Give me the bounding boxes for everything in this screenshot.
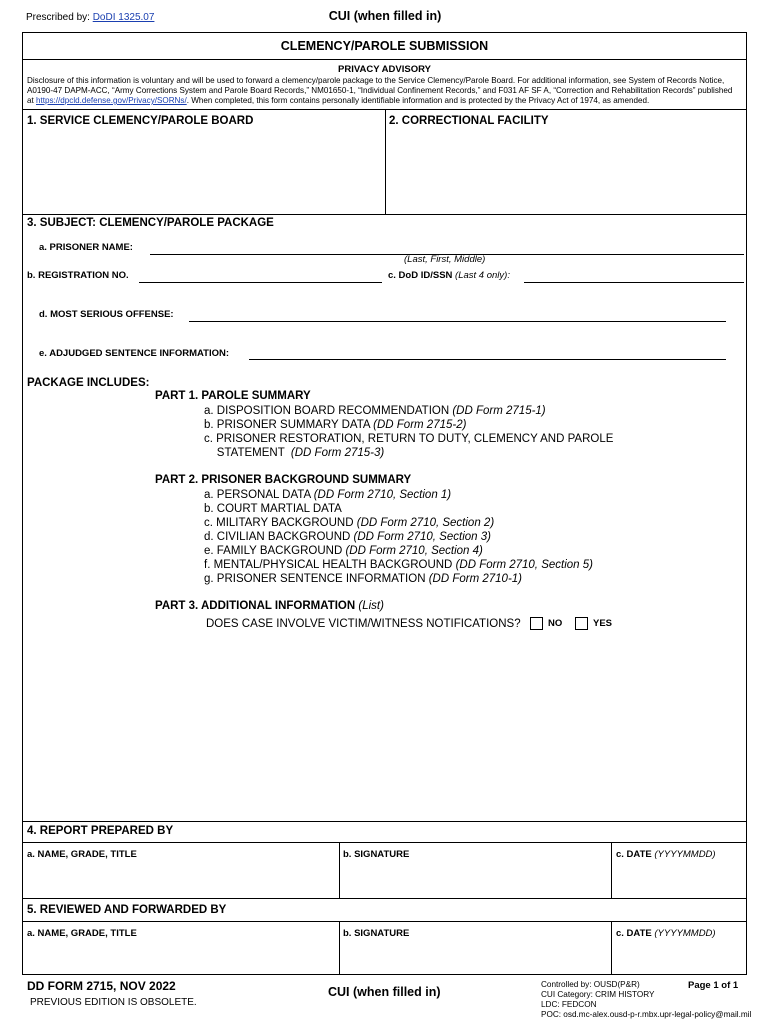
offense-label: d. MOST SERIOUS OFFENSE: <box>39 309 174 320</box>
part-2-item-g: g. PRISONER SENTENCE INFORMATION (DD Form 2710-1) <box>204 573 523 585</box>
privacy-text-line-2: A0190-47 DAPM-ACC, “Army Corrections System and Parole Board Records,” NM01650-1, “Individual Confinement Records,” and F031 AF SF A, “Correction and Rehabilitation Records” published <box>27 86 733 95</box>
dod-id-text: c. DoD ID/SSN <box>388 270 453 281</box>
sorn-link[interactable]: https://dpcld.defense.gov/Privacy/SORNs/ <box>36 96 187 105</box>
page-number: Page 1 of 1 <box>688 980 739 991</box>
s4-signature-field[interactable] <box>342 862 608 896</box>
privacy-line3-prefix: at <box>27 96 36 105</box>
privacy-text-line-3 <box>27 96 649 105</box>
privacy-heading: PRIVACY ADVISORY <box>338 64 431 75</box>
part-2-item-a: a. PERSONAL DATA (DD Form 2710, Section 1) <box>204 489 452 501</box>
s5-date-field[interactable] <box>614 941 744 973</box>
dod-id-field[interactable] <box>524 282 744 283</box>
part-1-title: PART 1. PAROLE SUMMARY <box>155 390 311 402</box>
part-2-item-e: e. FAMILY BACKGROUND (DD Form 2710, Section 4) <box>204 545 483 557</box>
part-2-item-d: d. CIVILIAN BACKGROUND (DD Form 2710, Section 3) <box>204 531 491 543</box>
prisoner-name-label: a. PRISONER NAME: <box>39 242 133 253</box>
obsolete-note: PREVIOUS EDITION IS OBSOLETE. <box>30 997 197 1008</box>
part-1-item-a: a. DISPOSITION BOARD RECOMMENDATION (DD Form 2715-1) <box>204 405 546 417</box>
s4-signature-label: b. SIGNATURE <box>343 849 410 860</box>
cui-banner-top: CUI (when filled in) <box>328 9 442 23</box>
s5-signature-label: b. SIGNATURE <box>343 928 410 939</box>
controlled-by: Controlled by: OUSD(P&R) <box>541 980 640 989</box>
section-3-label: 3. SUBJECT: CLEMENCY/PAROLE PACKAGE <box>27 217 274 229</box>
s4-name-label: a. NAME, GRADE, TITLE <box>27 849 137 860</box>
ldc: LDC: FEDCON <box>541 1000 597 1009</box>
dodi-link[interactable]: DoDI 1325.07 <box>92 12 155 23</box>
section-2-label: 2. CORRECTIONAL FACILITY <box>389 115 549 127</box>
correctional-facility-field[interactable] <box>388 130 744 212</box>
form-title: CLEMENCY/PAROLE SUBMISSION <box>280 39 489 53</box>
victim-witness-question: DOES CASE INVOLVE VICTIM/WITNESS NOTIFICATIONS? <box>206 618 521 630</box>
service-board-field[interactable] <box>24 130 382 212</box>
dod-id-hint: (Last 4 only): <box>455 270 510 281</box>
yes-checkbox[interactable] <box>575 617 588 630</box>
part-2-item-b: b. COURT MARTIAL DATA <box>204 503 342 515</box>
sentence-label: e. ADJUDGED SENTENCE INFORMATION: <box>39 348 230 359</box>
s5-name-label: a. NAME, GRADE, TITLE <box>27 928 137 939</box>
dod-id-label <box>388 270 510 281</box>
no-label: NO <box>548 618 563 629</box>
s5-signature-field[interactable] <box>342 941 608 973</box>
part-2-items <box>204 488 593 586</box>
part-3-title: PART 3. ADDITIONAL INFORMATION (List) <box>155 600 384 612</box>
cui-category: CUI Category: CRIM HISTORY <box>541 990 655 999</box>
form-id: DD FORM 2715, NOV 2022 <box>27 979 176 993</box>
yes-label: YES <box>593 618 613 629</box>
no-checkbox[interactable] <box>530 617 543 630</box>
part-1-item-c: c. PRISONER RESTORATION, RETURN TO DUTY, CLEMENCY AND PAROLE <box>204 433 614 445</box>
privacy-line3-suffix: . When completed, this form contains personally identifiable information and is protected by the Privacy Act of 1974, as amended. <box>186 96 650 105</box>
part-2-title: PART 2. PRISONER BACKGROUND SUMMARY <box>155 474 412 486</box>
package-heading: PACKAGE INCLUDES: <box>27 377 150 389</box>
part-1-items <box>204 404 613 460</box>
part-1-item-c-cont: STATEMENT (DD Form 2715-3) <box>204 447 385 459</box>
part-2-item-f: f. MENTAL/PHYSICAL HEALTH BACKGROUND (DD Form 2710, Section 5) <box>204 559 593 571</box>
part-2-item-c: c. MILITARY BACKGROUND (DD Form 2710, Section 2) <box>204 517 495 529</box>
prescribed-prefix: Prescribed by: <box>26 12 93 23</box>
registration-field[interactable] <box>139 282 382 283</box>
prisoner-name-hint: (Last, First, Middle) <box>404 254 486 265</box>
section-1-label: 1. SERVICE CLEMENCY/PAROLE BOARD <box>27 115 254 127</box>
sentence-field[interactable] <box>249 359 726 360</box>
cui-banner-bottom: CUI (when filled in) <box>328 985 441 999</box>
section-5-label: 5. REVIEWED AND FORWARDED BY <box>27 904 227 916</box>
s5-date-label: c. DATE (YYYYMMDD) <box>616 928 716 939</box>
s4-date-label: c. DATE (YYYYMMDD) <box>616 849 716 860</box>
section-4-label: 4. REPORT PREPARED BY <box>27 825 174 837</box>
privacy-text-line-1: Disclosure of this information is voluntary and will be used to forward a clemency/parole package to the Service Clemency/Parole Board. For additional information, see System of Records Notice, <box>27 76 725 85</box>
s4-name-field[interactable] <box>24 862 336 896</box>
s4-date-field[interactable] <box>614 862 744 896</box>
poc: POC: osd.mc-alex.ousd-p-r.mbx.upr-legal-policy@mail.mil <box>541 1010 752 1019</box>
registration-label: b. REGISTRATION NO. <box>27 270 129 281</box>
s5-name-field[interactable] <box>24 941 336 973</box>
offense-field[interactable] <box>189 321 726 322</box>
part-1-item-b: b. PRISONER SUMMARY DATA (DD Form 2715-2) <box>204 419 467 431</box>
